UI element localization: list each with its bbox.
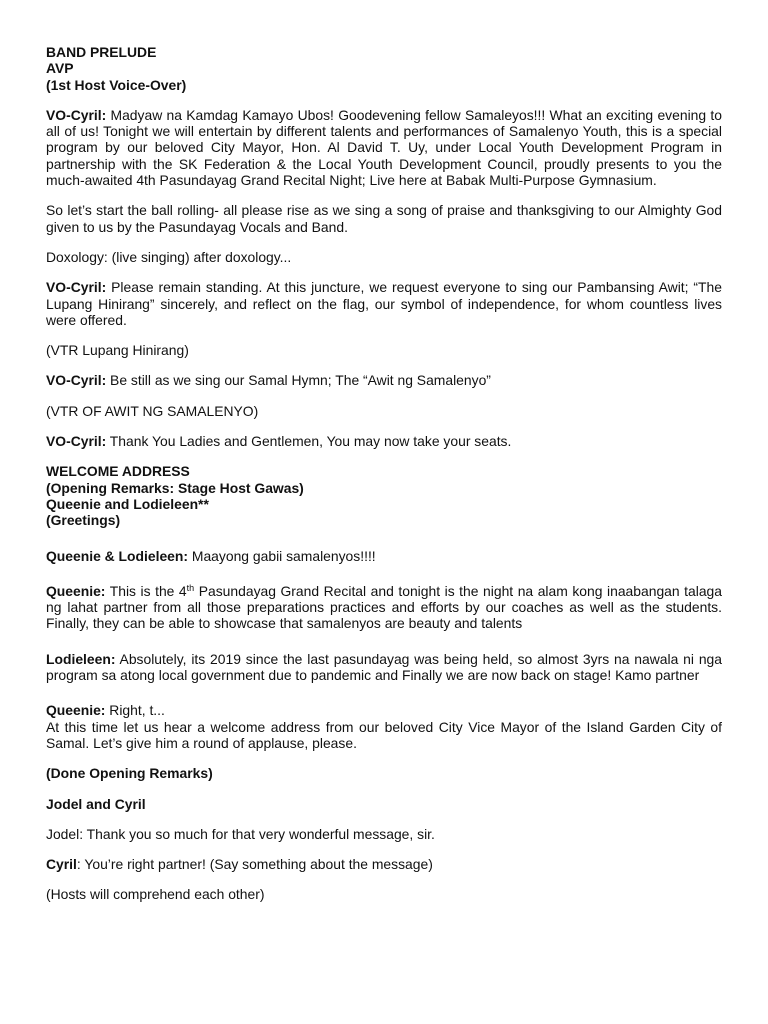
avp-heading: AVP — [46, 60, 74, 77]
first-host-voice-over-heading: (1st Host Voice-Over) — [46, 76, 187, 93]
queenie-recital-paragraph — [46, 583, 722, 632]
speaker-label: Queenie: — [46, 702, 106, 719]
speaker-label: Lodieleen: — [46, 650, 116, 667]
hosts-note: (Hosts will comprehend each other) — [46, 886, 265, 903]
vo-cyril-hymn-paragraph — [46, 372, 722, 388]
vtr-awit-ng-samalenyo: (VTR OF AWIT NG SAMALENYO) — [46, 402, 259, 419]
paragraph-text: This is the 4 — [105, 582, 187, 599]
paragraph-text: Thank You Ladies and Gentlemen, You may now take your seats. — [106, 433, 512, 450]
paragraph-text: Right, t... — [105, 702, 165, 719]
greetings-heading: (Greetings) — [46, 512, 121, 529]
paragraph-text: Madyaw na Kamdag Kamayo Ubos! Goodevening fellow Samaleyos!!! What an exciting evening to all of us! Tonight we will entertain by different talents and performances of Samalenyo Youth, this is a special program by our beloved City Mayor, Hon. Al David T. Uy, under Local Youth Development Program in partnership with the SK Federation & the Local Youth Development Council, proudly presents to you the much-awaited 4th Pasundayag Grand Recital Night; Live here at Babak Multi-Purpose Gymnasium. — [46, 106, 722, 189]
paragraph-text: Be still as we sing our Samal Hymn; The “Awit ng Samalenyo” — [106, 372, 491, 389]
queenie-lodieleen-heading: Queenie and Lodieleen** — [46, 495, 209, 512]
paragraph-text: Maayong gabii samalenyos!!!! — [188, 547, 376, 564]
ordinal-superscript: th — [186, 582, 195, 593]
opening-remarks-heading: (Opening Remarks: Stage Host Gawas) — [46, 479, 304, 496]
cyril-line — [46, 856, 722, 872]
speaker-label: VO-Cyril: — [46, 372, 107, 389]
speaker-label: Cyril — [46, 856, 77, 873]
lodieleen-paragraph — [46, 651, 722, 684]
doxology-line: Doxology: (live singing) after doxology... — [46, 248, 292, 265]
paragraph-text: Absolutely, its 2019 since the last pasundayag was being held, so almost 3yrs na nawala ni nga program sa atong local government due to pandemic and Finally we are now back on stage! Kamo partner — [46, 650, 722, 684]
vo-cyril-standing-paragraph — [46, 279, 722, 328]
paragraph-text: : You’re right partner! (Say something about the message) — [76, 856, 433, 873]
paragraph-text: Please remain standing. At this juncture, we request everyone to sing our Pambansing Awit; “The Lupang Hinirang” sincerely, and reflect on the flag, our symbol of independence, for whom countless lives were offered. — [46, 279, 722, 328]
queenie-right-line — [46, 702, 722, 718]
vtr-lupang-hinirang: (VTR Lupang Hinirang) — [46, 342, 189, 359]
speaker-label: VO-Cyril: — [46, 433, 107, 450]
speaker-label: Queenie: — [46, 582, 106, 599]
welcome-address-intro-paragraph: At this time let us hear a welcome address from our beloved City Vice Mayor of the Island Garden City of Samal. Let’s give him a round of applause, please. — [46, 718, 722, 751]
speaker-label: Queenie & Lodieleen: — [46, 547, 189, 564]
speaker-label: VO-Cyril: — [46, 106, 107, 123]
jodel-line: Jodel: Thank you so much for that very wonderful message, sir. — [46, 825, 435, 842]
paragraph-text: Pasundayag Grand Recital and tonight is the night na alam kong inaabangan talaga ng lahat partner from all those preparations practices and efforts by our coaches as well as the students. Finally, they can be able to showcase that samalenyos are beauty and talents — [46, 582, 723, 632]
band-prelude-heading: BAND PRELUDE — [46, 44, 157, 60]
queenie-lodieleen-greeting — [46, 548, 722, 564]
welcome-address-heading: WELCOME ADDRESS — [46, 463, 190, 480]
done-opening-remarks-heading: (Done Opening Remarks) — [46, 765, 213, 782]
vo-cyril-seats-paragraph — [46, 433, 722, 449]
vo-cyril-opening-paragraph — [46, 107, 722, 188]
jodel-cyril-heading: Jodel and Cyril — [46, 795, 146, 812]
script-document — [46, 44, 722, 903]
speaker-label: VO-Cyril: — [46, 279, 107, 296]
ball-rolling-paragraph: So let’s start the ball rolling- all please rise as we sing a song of praise and thanksgiving to our Almighty God given to us by the Pasundayag Vocals and Band. — [46, 202, 722, 235]
